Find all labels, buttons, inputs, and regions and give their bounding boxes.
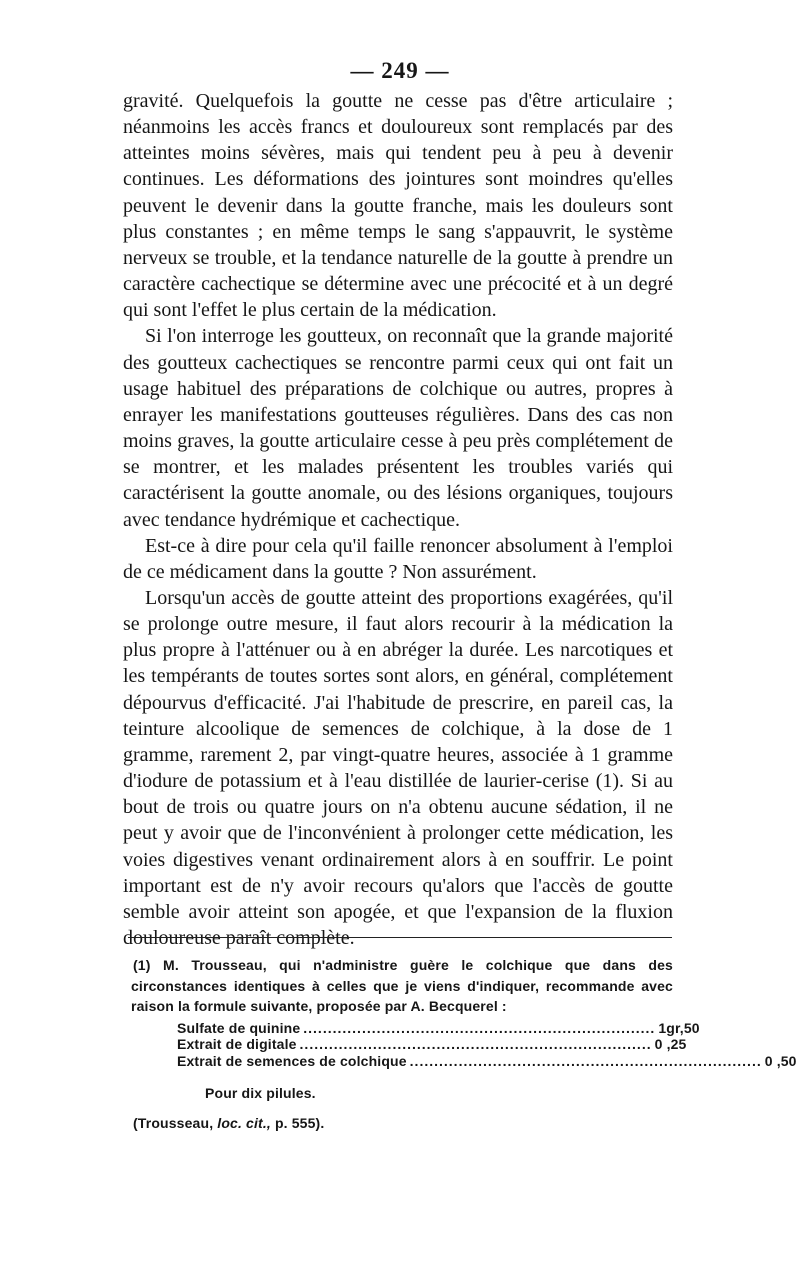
formula-row — [177, 1036, 687, 1053]
paragraph: Lorsqu'un accès de goutte atteint des proportions exagérées, qu'il se prolonge outre mesure, il faut alors recourir à la médication la plus propre à l'atténuer ou à en abréger la durée. Les narcotiques et les tempérants de toutes sortes sont alors, en général, complétement dépourvus d'efficacité. J'ai l'habitude de prescrire, en pareil cas, la teinture alcoolique de semences de colchique, à la dose de 1 gramme, rarement 2, par vingt-quatre heures, associée à 1 gramme d'iodure de potassium et à l'eau distillée de laurier-cerise (1). Si au bout de trois ou quatre jours on n'a obtenu aucune sédation, il ne peut y avoir que de l'inconvénient à prolonger cette médication, les voies digestives venant ordinairement alors à en souffrir. Le point important est de n'y avoir recours qu'alors que l'accès de goutte semble avoir atteint son apogée, et que l'expansion de la fluxion douloureuse paraît complète. — [123, 586, 674, 949]
footnote-divider — [128, 937, 672, 938]
footnote-marker: (1) — [133, 957, 151, 973]
dot-leader: ........................................................................ — [409, 1052, 762, 1069]
ingredient-quantity: 0 ,25 — [654, 1036, 687, 1052]
paragraph: Si l'on interroge les goutteux, on reconnaît que la grande majorité des goutteux cachectiques se rencontre parmi ceux qui ont fait un usage habituel des préparations de colchique ou autres, propres à enrayer les manifestations goutteuses régulières. Dans des cas non moins graves, la goutte articulaire cesse à peu près complétement de se montrer, et les malades présentent les troubles variés qui caractérisent la goutte anomale, ou des lésions organiques, toujours avec tendance hydrémique et cachectique. — [123, 325, 673, 531]
ingredient-name: Extrait de digitale — [177, 1036, 297, 1052]
prescription-formula — [177, 1019, 797, 1070]
formula-row — [177, 1019, 700, 1037]
citation-open: (Trousseau, — [133, 1114, 214, 1131]
citation — [133, 1113, 673, 1134]
formula-row — [177, 1052, 797, 1070]
ingredient-name: Extrait de semences de colchique — [177, 1052, 407, 1069]
footnote-intro-text: M. Trousseau, qui n'administre guère le colchique que dans des circonstances identiques à celles que je viens d'indiquer, recommande avec raison la formule suivante, proposée par A. Becquerel : — [131, 957, 673, 1014]
dot-leader: ........................................................................ — [303, 1019, 656, 1036]
pills-line: Pour dix pilules. — [205, 1085, 316, 1101]
paragraph: Est-ce à dire pour cela qu'il faille renoncer absolument à l'emploi de ce médicament dans la goutte ? Non assurément. — [123, 534, 673, 583]
ingredient-quantity: 0 ,50 — [764, 1052, 797, 1069]
citation-italic: loc. cit., — [217, 1114, 271, 1131]
ingredient-name: Sulfate de quinine — [177, 1019, 301, 1036]
dot-leader: ........................................................................ — [299, 1036, 652, 1052]
body-text — [123, 88, 673, 951]
citation-close: p. 555). — [274, 1114, 325, 1131]
footnote — [131, 955, 797, 1133]
paragraph-text: Lorsqu'un accès de goutte atteint des proportions exagérées, qu'il se prolonge outre mesure, il faut alors recourir à la médication la plus propre à l'atténuer ou à en abréger la durée. Les narcotiques et les tempérants de toutes sortes sont alors, en général, complétement dépourvus d'efficacité. J'ai l'habitude de prescrire, en pareil cas, la teinture alcoolique de semences de colchique, à la dose de 1 gramme, rarement 2, par vingt-quatre heures, associée à 1 gramme d'iodure de potassium et à l'eau distillée de laurier-cerise — [123, 586, 673, 793]
paragraph: gravité. Quelquefois la goutte ne cesse pas d'être articulaire ; néanmoins les accès francs et douloureux sont remplacés par des atteintes moins sévères, mais qui tendent peu à peu à devenir continues. Les déformations des jointures sont moindres qu'elles peuvent le devenir dans la goutte franche, mais les douleurs sont plus constantes ; en même temps le sang s'appauvrit, le système nerveux se trouble, et la tendance naturelle de la goutte à prendre un caractère cachectique se détermine avec une précocité et à un degré qui sont l'effet le plus certain de la médication. — [123, 90, 673, 322]
page-number: — 249 — — [350, 58, 450, 83]
ingredient-quantity: 1gr,50 — [658, 1019, 700, 1036]
footnote-intro — [131, 955, 673, 1017]
footnote-reference: (1) — [595, 770, 620, 793]
paragraph-text: Si au bout de trois ou quatre jours on n'a obtenu aucune sédation, il ne peut y avoir que de l'inconvénient à prolonger cette médication, les voies digestives venant ordinairement alors à en souffrir. Le point important est de n'y avoir recours qu'alors que l'accès de goutte semble avoir atteint son apogée, et que l'expansion de la fluxion douloureuse paraît complète. — [123, 770, 674, 949]
